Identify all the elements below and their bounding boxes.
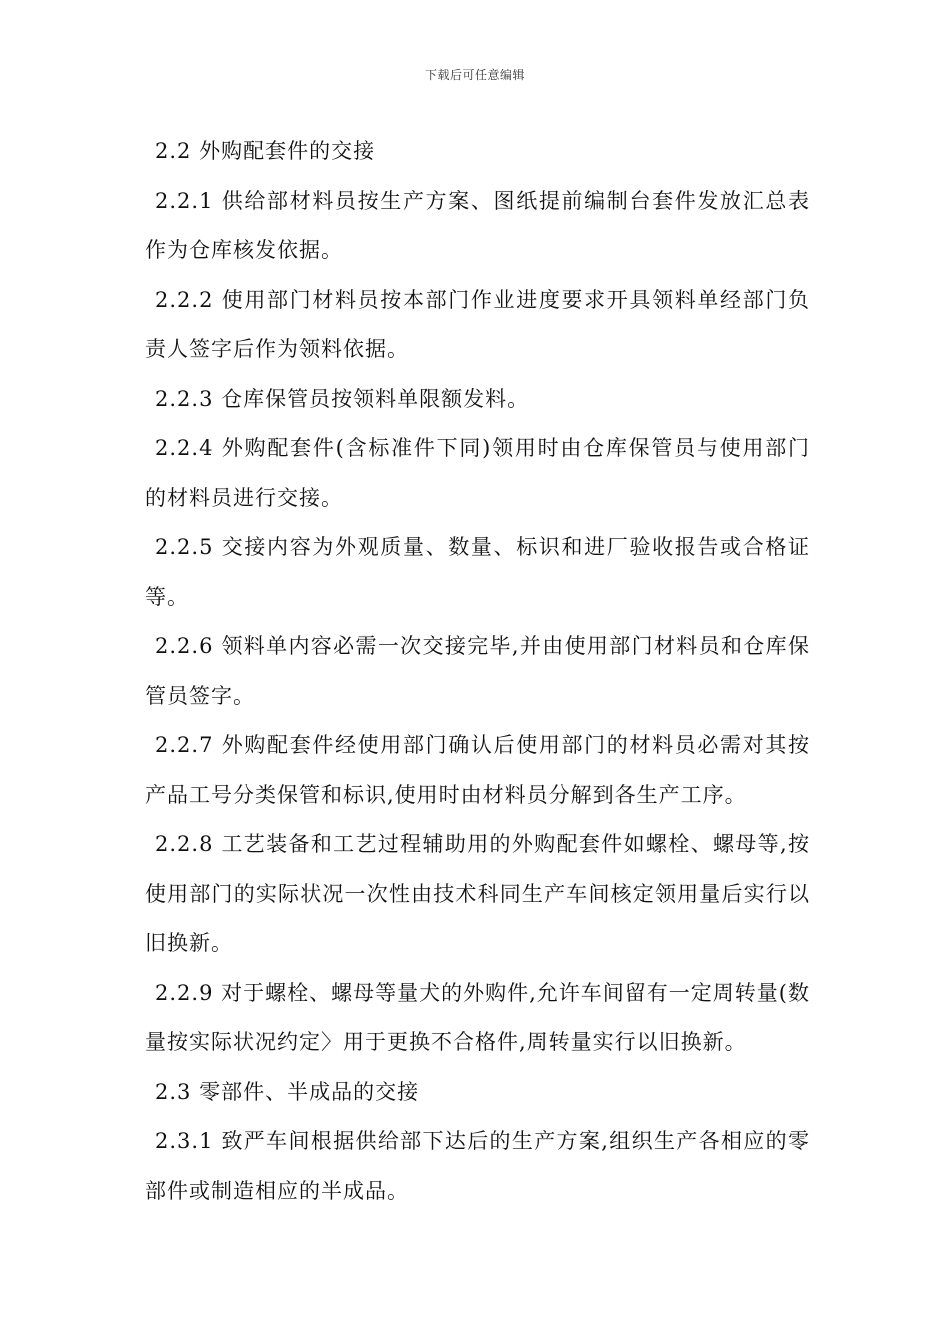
paragraph-2-2-1: 2.2.1 供给部材料员按生产方案、图纸提前编制台套件发放汇总表作为仓库核发依据。 xyxy=(145,188,810,262)
section-heading-2-2: 2.2 外购配套件的交接 xyxy=(155,139,376,163)
paragraph-2-2-8: 2.2.8 工艺装备和工艺过程辅助用的外购配套件如螺栓、螺母等,按使用部门的实际状况一次性由技术科同生产车间核定领用量后实行以旧换新。 xyxy=(145,832,810,955)
paragraph-2-2-3: 2.2.3 仓库保管员按领料单限额发料。 xyxy=(155,386,530,411)
paragraph-2-2-7: 2.2.7 外购配套件经使用部门确认后使用部门的材料员必需对其按产品工号分类保管和标识,使用时由材料员分解到各生产工序。 xyxy=(145,733,810,807)
paragraph-2-2-2: 2.2.2 使用部门材料员按本部门作业进度要求开具领料单经部门负责人签字后作为领料依据。 xyxy=(145,287,810,361)
paragraph-2-3-1: 2.3.1 致严车间根据供给部下达后的生产方案,组织生产各相应的零部件或制造相应的半成品。 xyxy=(145,1129,810,1203)
paragraph-2-2-9: 2.2.9 对于螺栓、螺母等量犬的外购件,允许车间留有一定周转量(数量按实际状况约定〉用于更换不合格件,周转量实行以旧换新。 xyxy=(145,980,810,1054)
page-header: 下载后可任意编辑 xyxy=(424,68,525,82)
section-heading-2-3: 2.3 零部件、半成品的交接 xyxy=(155,1079,420,1104)
document-body xyxy=(145,127,810,1216)
paragraph-2-2-4: 2.2.4 外购配套件(含标准件下同)领用时由仓库保管员与使用部门的材料员进行交接。 xyxy=(145,436,810,510)
paragraph-2-2-5: 2.2.5 交接内容为外观质量、数量、标识和进厂验收报告或合格证等。 xyxy=(145,535,810,609)
paragraph-2-2-6: 2.2.6 领料单内容必需一次交接完毕,并由使用部门材料员和仓库保管员签字。 xyxy=(145,634,810,708)
